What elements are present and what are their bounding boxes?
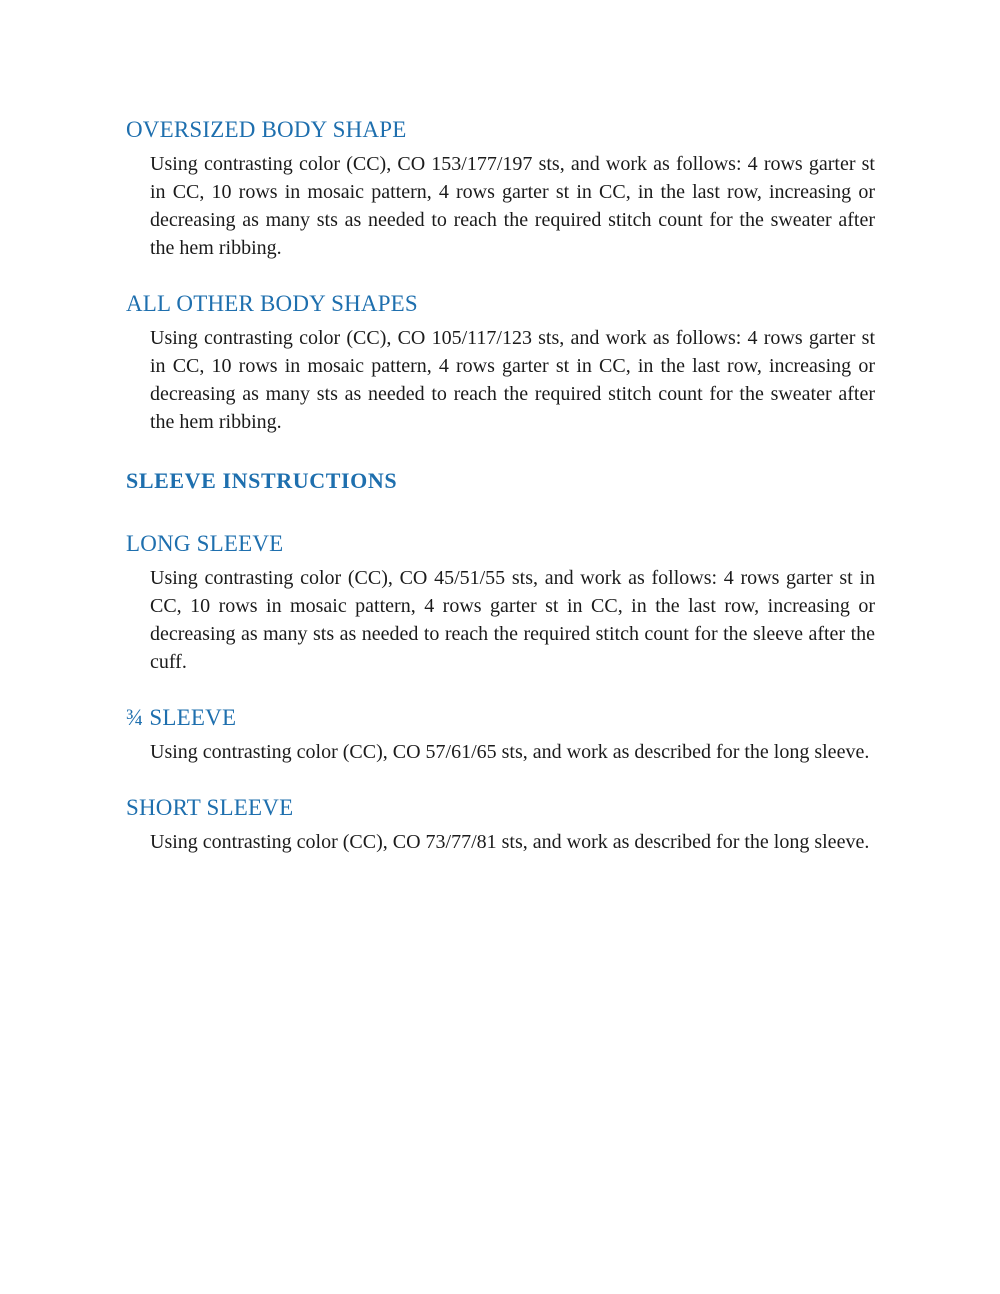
section-three-quarter-sleeve bbox=[126, 703, 875, 766]
main-section-heading: SLEEVE INSTRUCTIONS bbox=[126, 468, 398, 493]
section-heading: ALL OTHER BODY SHAPES bbox=[126, 291, 418, 316]
body-paragraph: Using contrasting color (CC), CO 57/61/65 sts, and work as described for the long sleeve. bbox=[150, 741, 870, 763]
section-heading: OVERSIZED BODY SHAPE bbox=[126, 117, 407, 142]
section-oversized-body-shape bbox=[126, 115, 875, 262]
section-heading: SHORT SLEEVE bbox=[126, 795, 294, 820]
section-all-other-body-shapes bbox=[126, 289, 875, 436]
section-sleeve-instructions bbox=[126, 466, 875, 496]
section-heading: LONG SLEEVE bbox=[126, 531, 284, 556]
section-long-sleeve bbox=[126, 529, 875, 676]
body-paragraph: Using contrasting color (CC), CO 105/117/123 sts, and work as follows: 4 rows garter st in CC, 10 rows in mosaic pattern, 4 rows garter st in CC, in the last row, increasing or decreasing as many sts as needed to reach the required stitch count for the sweater after the hem ribbing. bbox=[150, 327, 875, 433]
body-paragraph: Using contrasting color (CC), CO 45/51/55 sts, and work as follows: 4 rows garter st in CC, 10 rows in mosaic pattern, 4 rows garter st in CC, in the last row, increasing or decreasing as many sts as needed to reach the required stitch count for the sleeve after the cuff. bbox=[150, 567, 875, 673]
body-paragraph: Using contrasting color (CC), CO 73/77/81 sts, and work as described for the long sleeve. bbox=[150, 831, 870, 853]
body-paragraph: Using contrasting color (CC), CO 153/177/197 sts, and work as follows: 4 rows garter st in CC, 10 rows in mosaic pattern, 4 rows garter st in CC, in the last row, increasing or decreasing as many sts as needed to reach the required stitch count for the sweater after the hem ribbing. bbox=[150, 153, 875, 259]
section-short-sleeve bbox=[126, 793, 875, 856]
section-heading: ¾ SLEEVE bbox=[126, 705, 237, 730]
